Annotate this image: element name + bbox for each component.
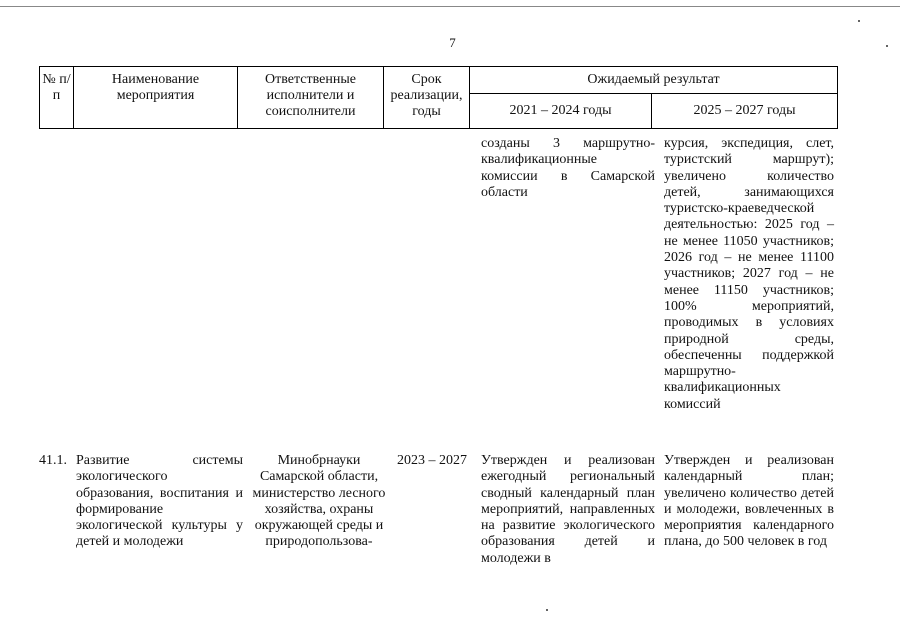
header-name: Наименование мероприятия bbox=[74, 67, 238, 129]
page-number: 7 bbox=[449, 35, 456, 50]
row-41-1-num: 41.1. bbox=[39, 453, 67, 468]
header-period-2021-2024: 2021 – 2024 годы bbox=[470, 94, 652, 129]
row-41-1-result-2025-2027: Утвержден и реализован календарный план; увеличено количество детей и молодежи, вовлеченных в мероприятия календарного плана, до 500 человек в год bbox=[664, 453, 834, 550]
row-41-1-term: 2023 – 2027 bbox=[397, 453, 467, 468]
row-41-1-responsible: Минобрнауки Самарской области, министерство лесного хозяйства, охраны окружающей среды и природопользова- bbox=[252, 453, 386, 550]
header-term: Срок реализации, годы bbox=[384, 67, 470, 129]
header-period-2025-2027: 2025 – 2027 годы bbox=[652, 94, 838, 129]
cont-result-2025-2027: курсия, экспедиция, слет, туристский маршрут); увеличено количество детей, занимающихся туристско-краеведческой деятельностью: 2025 год – не менее 11050 участников; 2026 год – не менее 11100 участников; 2027 год – не менее 11150 участников; 100% мероприятий, проводимых в условиях природной среды, обеспеченны поддержкой маршрутно-квалификационных комиссий bbox=[664, 136, 834, 412]
scan-speck bbox=[858, 20, 860, 22]
header-result: Ожидаемый результат bbox=[470, 67, 838, 94]
cont-result-2021-2024: созданы 3 маршрутно-квалификационные комиссии в Самарской области bbox=[481, 136, 655, 200]
header-responsible: Ответственные исполнители и соисполнители bbox=[238, 67, 384, 129]
scan-top-border bbox=[0, 6, 900, 7]
header-num: № п/п bbox=[40, 67, 74, 129]
table-header bbox=[39, 66, 838, 129]
row-41-1-name: Развитие системы экологического образования, воспитания и формирование экологической культуры у детей и молодежи bbox=[76, 453, 243, 550]
row-41-1-result-2021-2024: Утвержден и реализован ежегодный региональный сводный календарный план мероприятий, направленных на развитие экологического образования детей и молодежи в bbox=[481, 453, 655, 566]
scan-speck bbox=[546, 609, 548, 611]
